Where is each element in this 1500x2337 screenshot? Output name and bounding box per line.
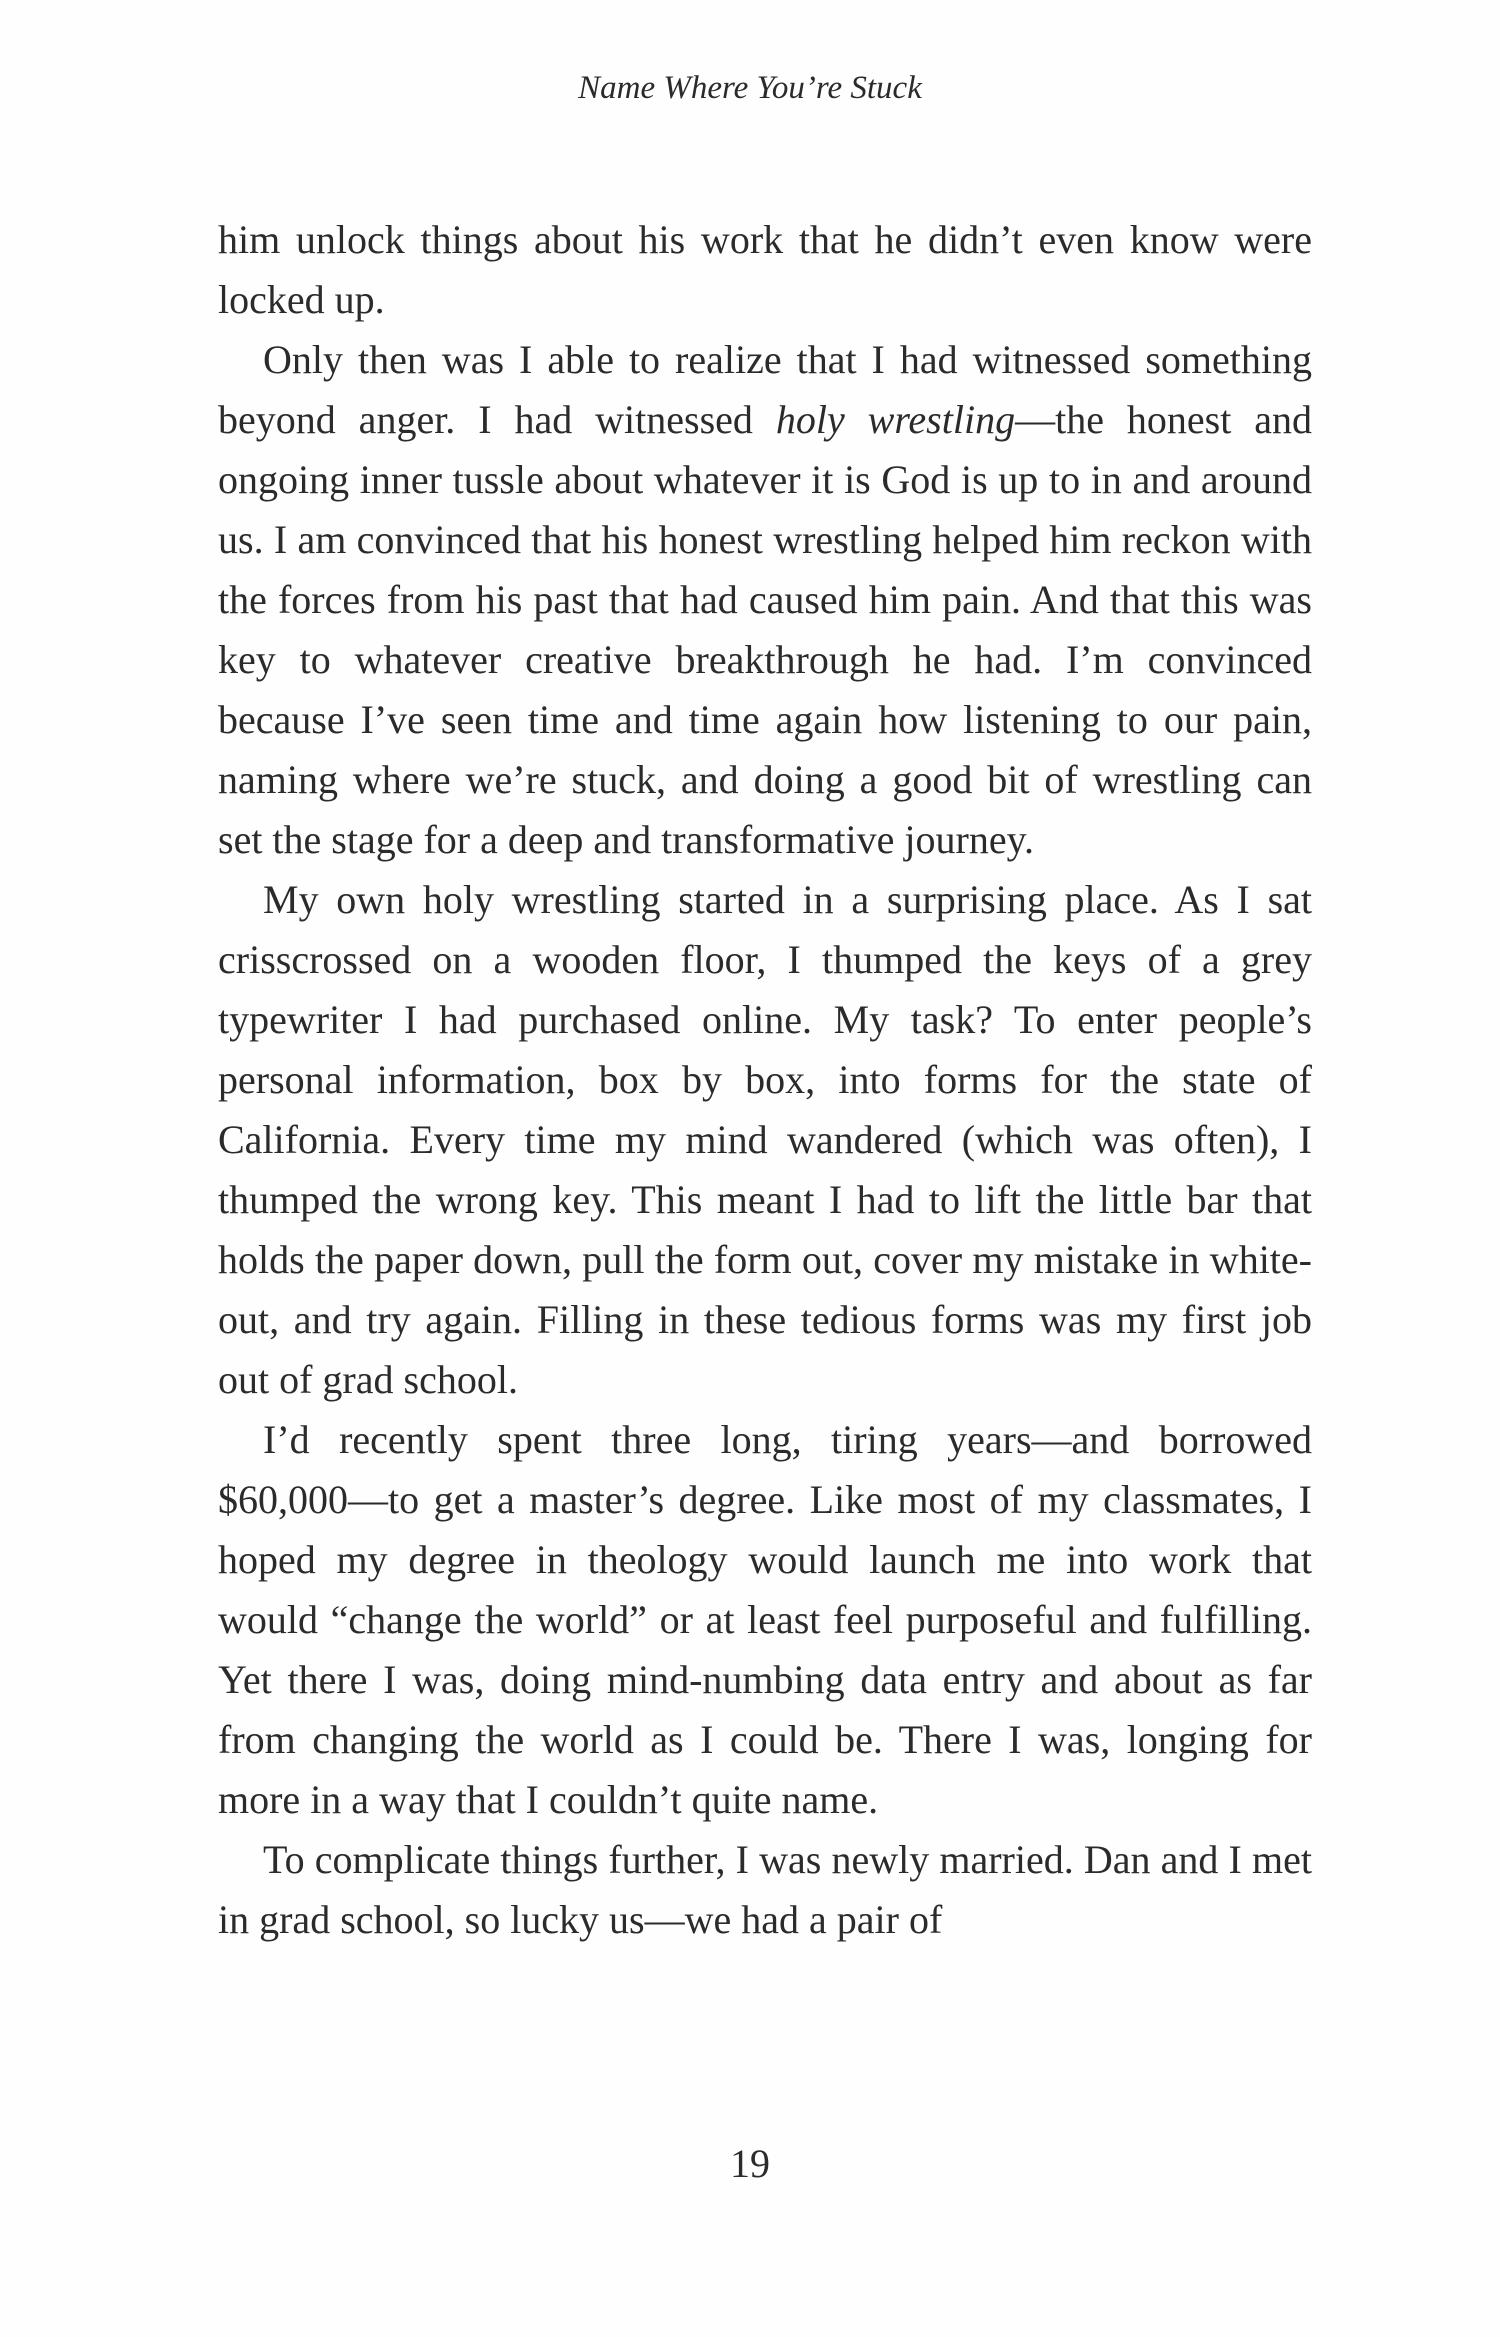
paragraph-1: him unlock things about his work that he didn’t even know were locked up. — [218, 217, 1312, 322]
paragraph-2-before: Only then was I able to realize that I had witnessed something beyond anger. I had witnessed — [218, 337, 1312, 442]
paragraph-2-emphasis: holy wrestling — [775, 397, 1016, 442]
running-head: Name Where You’re Stuck — [578, 70, 922, 106]
paragraph-2-after: —the honest and ongoing inner tussle about whatever it is God is up to in and around us. I am convinced that his honest wrestling helped him reckon with the forces from his past that had caused him pain. And that this was key to whatever creative breakthrough he had. I’m convinced because I’ve seen time and time again how listening to our pain, naming where we’re stuck, and doing a good bit of wrestling can set the stage for a deep and transformative journey. — [218, 397, 1312, 862]
paragraph-5: To complicate things further, I was newly married. Dan and I met in grad school, so lucky us—we had a pair of — [218, 1837, 1312, 1942]
body-text — [218, 210, 1312, 1950]
paragraph-4: I’d recently spent three long, tiring years—and borrowed $60,000—to get a master’s degree. Like most of my classmates, I hoped my degree in theology would launch me into work that would “change the world” or at least feel purposeful and fulfilling. Yet there I was, doing mind-numbing data entry and about as far from changing the world as I could be. There I was, longing for more in a way that I couldn’t quite name. — [218, 1417, 1312, 1822]
paragraph-3: My own holy wrestling started in a surprising place. As I sat crisscrossed on a wooden floor, I thumped the keys of a grey typewriter I had purchased online. My task? To enter people’s personal information, box by box, into forms for the state of California. Every time my mind wandered (which was often), I thumped the wrong key. This meant I had to lift the little bar that holds the paper down, pull the form out, cover my mistake in white-out, and try again. Filling in these tedious forms was my first job out of grad school. — [218, 877, 1312, 1402]
page-number: 19 — [730, 2141, 770, 2186]
paragraph-2 — [218, 330, 1312, 870]
